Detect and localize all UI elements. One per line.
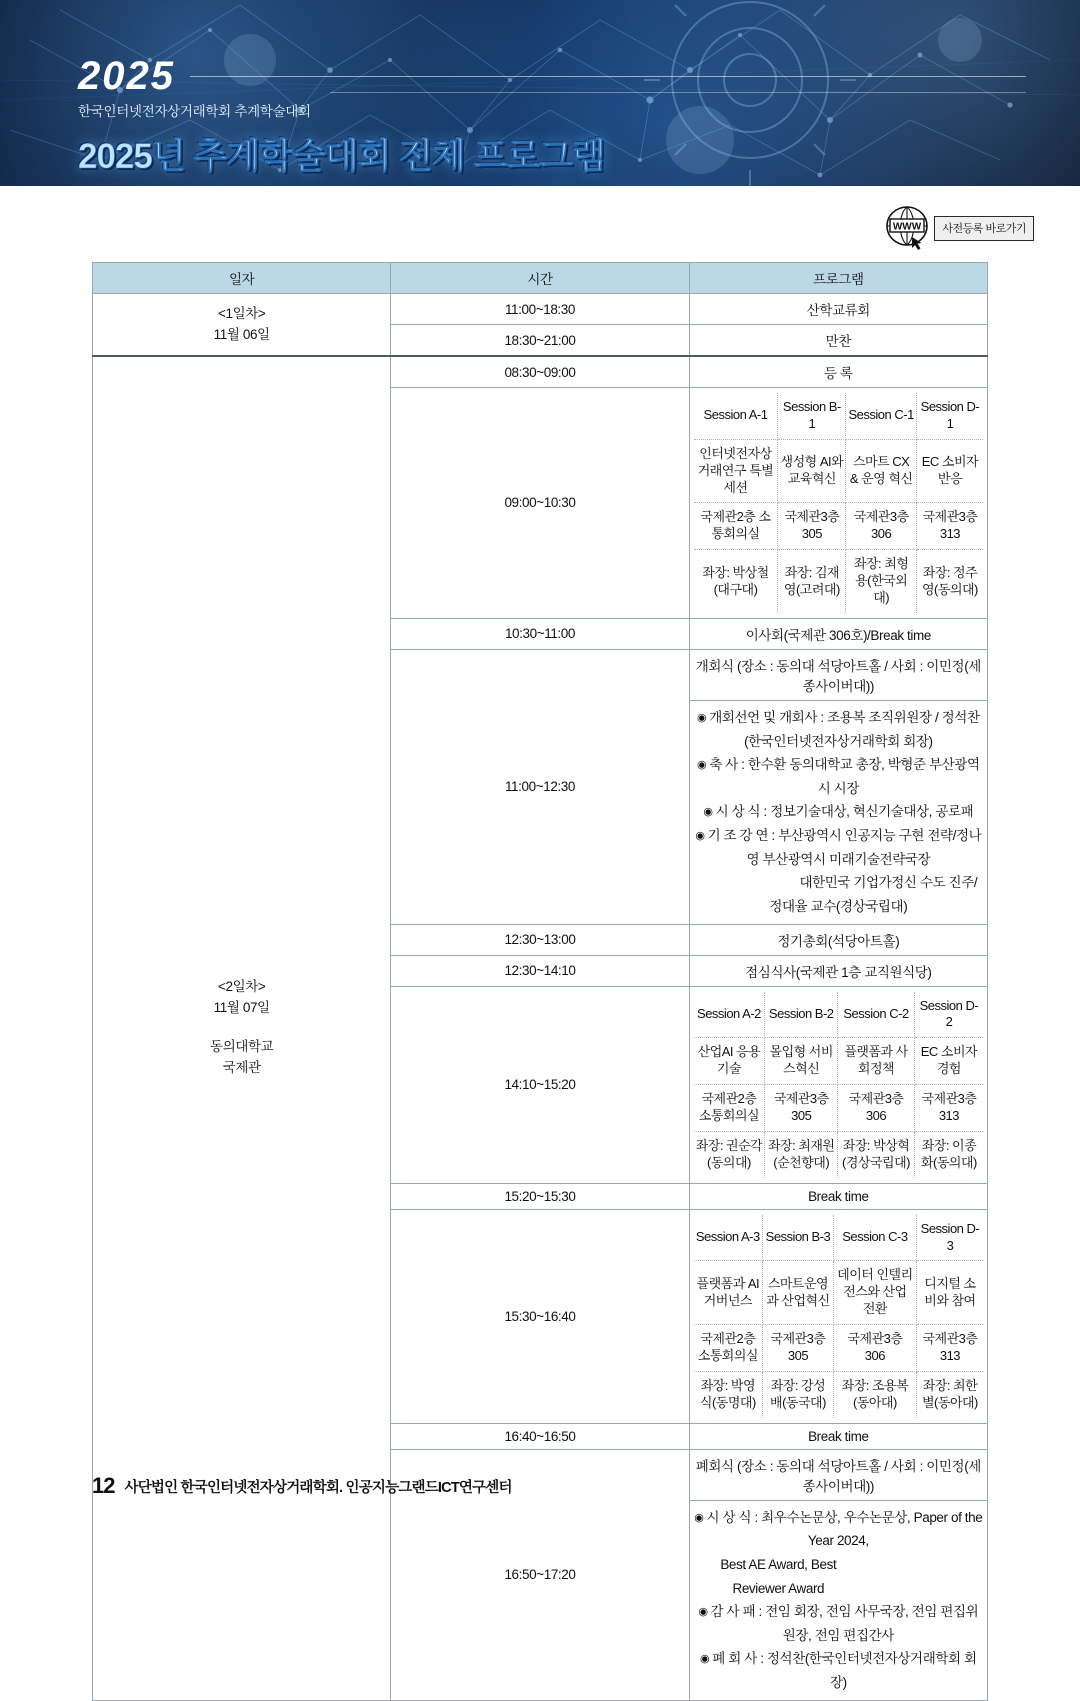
session-c3-name: Session C-3 xyxy=(833,1215,916,1261)
session-a3-name: Session A-3 xyxy=(694,1215,763,1261)
session-d2-topic: EC 소비자 경험 xyxy=(914,1038,983,1085)
bullet-icon: ◉ xyxy=(695,830,705,843)
break2-program: Break time xyxy=(689,1183,987,1209)
opening-item-2 xyxy=(694,753,983,800)
bullet-icon: ◉ xyxy=(697,711,707,724)
opening-items xyxy=(689,700,987,924)
closing-item-1-cont-text: Best AE Award, Best Reviewer Award xyxy=(720,1556,837,1596)
session-c2-name: Session C-2 xyxy=(838,992,915,1038)
session-b1-topic: 생성형 AI와 교육혁신 xyxy=(778,439,846,503)
break3-program: Break time xyxy=(689,1423,987,1449)
opening-item-4-cont-text: 대한민국 기업가정신 수도 진주/ 정대율 교수(경상국립대) xyxy=(769,875,978,914)
day1-label xyxy=(93,294,391,357)
session-c3-topic: 데이터 인텔리전스와 산업 전환 xyxy=(833,1261,916,1325)
session-d3-room: 국제관3층 313 xyxy=(916,1325,983,1372)
session-b2-room: 국제관3층 305 xyxy=(765,1085,838,1132)
session-d2-room: 국제관3층 313 xyxy=(914,1085,983,1132)
session1-rooms-row xyxy=(694,503,983,550)
banner-main-title: 2025년 추계학술대회 전체 프로그램 xyxy=(78,137,605,176)
bullet-icon: ◉ xyxy=(700,1653,710,1666)
session-a2-room: 국제관2층 소통회의실 xyxy=(694,1085,765,1132)
session-d3-name: Session D-3 xyxy=(916,1215,983,1261)
session-b3-chair: 좌장: 강성배(동국대) xyxy=(763,1371,834,1417)
session3-chairs-row xyxy=(694,1371,983,1417)
session1-names-row xyxy=(694,393,983,439)
session-b1-name: Session B-1 xyxy=(778,393,846,439)
session-a1-name: Session A-1 xyxy=(694,393,778,439)
table-row xyxy=(93,294,988,325)
gear-icon xyxy=(600,0,900,186)
session-b1-chair: 좌장: 김재영(고려대) xyxy=(778,550,846,613)
session-c2-topic: 플랫폼과 사회정책 xyxy=(838,1038,915,1085)
opening-item-3-text: 시 상 식 : 정보기술대상, 혁신기술대상, 공로패 xyxy=(715,804,974,820)
day2-label-line2: 11월 07일 xyxy=(213,1000,270,1016)
session-d1-room: 국제관3층 313 xyxy=(916,503,983,550)
session-c1-chair: 좌장: 최형용(한국외대) xyxy=(846,550,917,613)
session-a2-chair: 좌장: 권순각(동의대) xyxy=(694,1131,765,1177)
day1-label-line2: 11월 06일 xyxy=(213,326,270,342)
day1-row2-program: 만찬 xyxy=(689,325,987,357)
session-d2-name: Session D-2 xyxy=(914,992,983,1038)
opening-header: 개회식 (장소 : 동의대 석당아트홀 / 사회 : 이민정(세종사이버대)) xyxy=(689,649,987,700)
banner-rule-1 xyxy=(190,76,1026,77)
session-d1-topic: EC 소비자 반응 xyxy=(916,439,983,503)
session1-topics-row xyxy=(694,439,983,503)
session-b2-topic: 몰입형 서비스혁신 xyxy=(765,1038,838,1085)
session2-rooms-row xyxy=(694,1085,983,1132)
closing-item-3 xyxy=(694,1647,983,1694)
closing-item-1 xyxy=(694,1506,983,1553)
session-d3-topic: 디지털 소비와 참여 xyxy=(916,1261,983,1325)
session-a3-topic: 플랫폼과 AI 거버넌스 xyxy=(694,1261,763,1325)
opening-time: 11:00~12:30 xyxy=(391,649,689,924)
general-meeting-time: 12:30~13:00 xyxy=(391,924,689,955)
session-a3-chair: 좌장: 박영식(동명대) xyxy=(694,1371,763,1417)
closing-item-1-cont xyxy=(694,1553,983,1600)
header-date: 일자 xyxy=(93,263,391,294)
closing-item-2-text: 감 사 패 : 전임 회장, 전임 사무국장, 전임 편집위원장, 전임 편집간사 xyxy=(710,1604,979,1643)
banner-text-block xyxy=(78,56,605,179)
closing-item-3-text: 폐 회 사 : 정석찬(한국인터넷전자상거래학회 회장) xyxy=(712,1651,977,1691)
session2-topics-row xyxy=(694,1038,983,1085)
session-d1-name: Session D-1 xyxy=(916,393,983,439)
session1-chairs-row xyxy=(694,550,983,613)
break2-time: 15:20~15:30 xyxy=(391,1183,689,1209)
opening-item-2-text: 축 사 : 한수환 동의대학교 총장, 박형준 부산광역시 시장 xyxy=(709,757,980,796)
opening-item-1 xyxy=(694,706,983,753)
bullet-icon: ◉ xyxy=(694,1511,704,1524)
registration-program: 등 록 xyxy=(689,356,987,388)
session3-time: 15:30~16:40 xyxy=(391,1209,689,1423)
lunch-time: 12:30~14:10 xyxy=(391,955,689,986)
session3-rooms-row xyxy=(694,1325,983,1372)
lunch-program: 점심식사(국제관 1층 교직원식당) xyxy=(689,955,987,986)
general-meeting-program: 정기총회(석당아트홀) xyxy=(689,924,987,955)
session-c1-topic: 스마트 CX & 운영 혁신 xyxy=(846,439,917,503)
session-b2-chair: 좌장: 최재원(순천향대) xyxy=(765,1131,838,1177)
session-a1-room: 국제관2층 소통회의실 xyxy=(694,503,778,550)
session-d2-chair: 좌장: 이종화(동의대) xyxy=(914,1131,983,1177)
session2-time: 14:10~15:20 xyxy=(391,986,689,1183)
table-header-row xyxy=(93,263,988,294)
session-b3-topic: 스마트운영과 산업혁신 xyxy=(763,1261,834,1325)
day1-label-line1: <1일차> xyxy=(217,305,266,321)
opening-item-4-cont xyxy=(694,871,983,918)
footer-text: 사단법인 한국인터넷전자상거래학회. 인공지능그랜드ICT연구센터 xyxy=(124,1480,512,1496)
session-c2-chair: 좌장: 박상혁(경상국립대) xyxy=(838,1131,915,1177)
session-b3-name: Session B-3 xyxy=(763,1215,834,1261)
bullet-icon: ◉ xyxy=(697,759,707,772)
session-c3-room: 국제관3층 306 xyxy=(833,1325,916,1372)
bullet-icon: ◉ xyxy=(698,1606,708,1619)
opening-item-4 xyxy=(694,824,983,871)
break3-time: 16:40~16:50 xyxy=(391,1423,689,1449)
day2-label-line3: 동의대학교 xyxy=(210,1039,274,1055)
registration-time: 08:30~09:00 xyxy=(391,356,689,388)
session-a2-name: Session A-2 xyxy=(694,992,765,1038)
session-a3-room: 국제관2층 소통회의실 xyxy=(694,1325,763,1372)
session3-grid xyxy=(689,1209,987,1423)
session2-chairs-row xyxy=(694,1131,983,1177)
session-c2-room: 국제관3층 306 xyxy=(838,1085,915,1132)
closing-item-2 xyxy=(694,1600,983,1647)
closing-header: 폐회식 (장소 : 동의대 석당아트홀 / 사회 : 이민정(세종사이버대)) xyxy=(689,1449,987,1500)
break1-program: 이사회(국제관 306호)/Break time xyxy=(689,618,987,649)
day1-row1-time: 11:00~18:30 xyxy=(391,294,689,325)
session-b1-room: 국제관3층 305 xyxy=(778,503,846,550)
opening-item-1-text: 개회선언 및 개회사 : 조용복 조직위원장 / 정석찬(한국인터넷전자상거래학회 회장) xyxy=(709,709,980,749)
session-a1-topic: 인터넷전자상거래연구 특별세션 xyxy=(694,439,778,503)
closing-items xyxy=(689,1500,987,1700)
day2-label-line4: 국제관 xyxy=(222,1060,261,1076)
pre-registration-button[interactable]: 사전등록 바로가기 xyxy=(934,216,1034,241)
opening-item-3 xyxy=(694,800,983,824)
session2-grid xyxy=(689,986,987,1183)
banner-org-line: 한국인터넷전자상거래학회 추계학술대회 xyxy=(78,104,311,119)
opening-item-4-text: 기 조 강 연 : 부산광역시 인공지능 구현 전략/정나영 부산광역시 미래기술전략국장 xyxy=(707,828,982,867)
session-b3-room: 국제관3층 305 xyxy=(763,1325,834,1372)
day2-label-line1: <2일차> xyxy=(217,979,266,995)
header-program: 프로그램 xyxy=(689,263,987,294)
banner-year: 2025 xyxy=(78,54,175,98)
session-a2-topic: 산업AI 응용기술 xyxy=(694,1038,765,1085)
table-row xyxy=(93,356,988,388)
session-c1-room: 국제관3층 306 xyxy=(846,503,917,550)
day1-row2-time: 18:30~21:00 xyxy=(391,325,689,357)
header-time: 시간 xyxy=(391,263,689,294)
banner-rule-2 xyxy=(330,92,1026,93)
pre-registration-link[interactable] xyxy=(882,205,1034,251)
session1-time: 09:00~10:30 xyxy=(391,388,689,619)
session-a1-chair: 좌장: 박상철(대구대) xyxy=(694,550,778,613)
session-c3-chair: 좌장: 조용복(동아대) xyxy=(833,1371,916,1417)
session2-names-row xyxy=(694,992,983,1038)
session-d3-chair: 좌장: 최한별(동아대) xyxy=(916,1371,983,1417)
break1-time: 10:30~11:00 xyxy=(391,618,689,649)
closing-item-1-text: 시 상 식 : 최우수논문상, 우수논문상, Paper of the Year 2024, xyxy=(706,1509,983,1549)
www-globe-icon[interactable] xyxy=(882,205,932,251)
day1-row1-program: 산학교류회 xyxy=(689,294,987,325)
page-number: 12 xyxy=(92,1473,115,1498)
page-footer xyxy=(92,1473,512,1499)
session-c1-name: Session C-1 xyxy=(846,393,917,439)
session-b2-name: Session B-2 xyxy=(765,992,838,1038)
session-d1-chair: 좌장: 정주영(동의대) xyxy=(916,550,983,613)
session3-topics-row xyxy=(694,1261,983,1325)
svg-text:WWW: WWW xyxy=(893,221,922,233)
closing-time: 16:50~17:20 xyxy=(391,1449,689,1700)
header-banner xyxy=(0,0,1080,186)
bullet-icon: ◉ xyxy=(703,806,713,819)
session3-names-row xyxy=(694,1215,983,1261)
session1-grid xyxy=(689,388,987,619)
